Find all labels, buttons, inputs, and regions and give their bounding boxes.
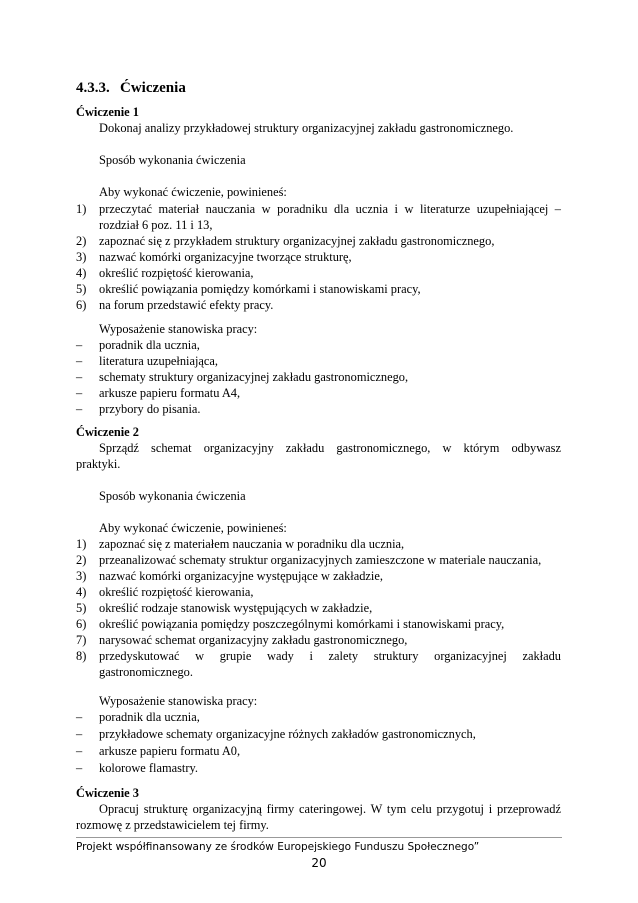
list-marker: 1) bbox=[76, 537, 87, 551]
list-item-text: poradnik dla ucznia, bbox=[99, 710, 200, 724]
list-item-text: gastronomicznego. bbox=[99, 665, 193, 679]
list-item-text: określić rozpiętość kierowania, bbox=[99, 266, 254, 280]
list-item-text: poradnik dla ucznia, bbox=[99, 338, 200, 352]
footer-text: Projekt współfinansowany ze środków Europejskiego Funduszu Społecznego” bbox=[76, 841, 480, 853]
dash-marker: – bbox=[76, 338, 83, 352]
list-marker: 3) bbox=[76, 569, 87, 583]
exercise-1-intro: Aby wykonać ćwiczenie, powinieneś: bbox=[99, 185, 287, 199]
dash-marker: – bbox=[76, 354, 83, 368]
exercise-1-heading: Ćwiczenie 1 bbox=[76, 105, 139, 119]
list-item-text: zapoznać się z przykładem struktury organizacyjnej zakładu gastronomicznego, bbox=[99, 234, 495, 248]
list-item-text: narysować schemat organizacyjny zakładu gastronomicznego, bbox=[99, 633, 408, 647]
list-item-text: przedyskutować w grupie wady i zalety struktury organizacyjnej zakładu bbox=[99, 649, 561, 663]
exercise-3-heading: Ćwiczenie 3 bbox=[76, 786, 139, 800]
exercise-2-intro: Aby wykonać ćwiczenie, powinieneś: bbox=[99, 521, 287, 535]
list-item-text: schematy struktury organizacyjnej zakładu gastronomicznego, bbox=[99, 370, 409, 384]
list-item-text: nazwać komórki organizacyjne występujące w zakładzie, bbox=[99, 569, 383, 583]
list-item-text: arkusze papieru formatu A0, bbox=[99, 744, 241, 758]
list-item-text: zapoznać się z materiałem nauczania w poradniku dla ucznia, bbox=[99, 537, 405, 551]
exercise-1-task: Dokonaj analizy przykładowej struktury organizacyjnej zakładu gastronomicznego. bbox=[99, 121, 514, 135]
list-marker: 3) bbox=[76, 250, 87, 264]
list-marker: 4) bbox=[76, 266, 87, 280]
list-item-text: określić rodzaje stanowisk występujących w zakładzie, bbox=[99, 601, 373, 615]
list-item-text: arkusze papieru formatu A4, bbox=[99, 386, 241, 400]
exercise-1-equipment-heading: Wyposażenie stanowiska pracy: bbox=[99, 322, 258, 336]
exercise-2-method-heading: Sposób wykonania ćwiczenia bbox=[99, 489, 246, 503]
exercise-1-method-heading: Sposób wykonania ćwiczenia bbox=[99, 153, 246, 167]
exercise-3-task-cont: rozmowę z przedstawicielem tej firmy. bbox=[76, 818, 269, 832]
dash-marker: – bbox=[76, 710, 83, 724]
list-marker: 6) bbox=[76, 617, 87, 631]
exercise-2-task-cont: praktyki. bbox=[76, 457, 121, 471]
list-item-text: określić powiązania pomiędzy poszczególnymi komórkami i stanowiskami pracy, bbox=[99, 617, 505, 631]
section-title bbox=[76, 80, 186, 97]
list-marker: 1) bbox=[76, 202, 87, 216]
list-item-text: na forum przedstawić efekty pracy. bbox=[99, 298, 274, 312]
exercise-2-heading: Ćwiczenie 2 bbox=[76, 425, 139, 439]
dash-marker: – bbox=[76, 402, 83, 416]
list-item-text: przykładowe schematy organizacyjne różnych zakładów gastronomicznych, bbox=[99, 727, 476, 741]
section-heading: Ćwiczenia bbox=[120, 80, 186, 96]
footer-divider bbox=[76, 837, 562, 838]
list-item-text: kolorowe flamastry. bbox=[99, 761, 198, 775]
list-marker: 4) bbox=[76, 585, 87, 599]
list-item-text: przybory do pisania. bbox=[99, 402, 201, 416]
list-marker: 8) bbox=[76, 649, 87, 663]
list-item-text: przeanalizować schematy struktur organizacyjnych zamieszczone w materiale nauczania, bbox=[99, 553, 542, 567]
exercise-2-equipment-heading: Wyposażenie stanowiska pracy: bbox=[99, 694, 258, 708]
list-marker: 5) bbox=[76, 282, 87, 296]
list-marker: 5) bbox=[76, 601, 87, 615]
page-number: 20 bbox=[311, 856, 327, 870]
dash-marker: – bbox=[76, 727, 83, 741]
dash-marker: – bbox=[76, 761, 83, 775]
list-item-text: przeczytać materiał nauczania w poradniku dla ucznia i w literaturze uzupełniającej – bbox=[99, 202, 561, 216]
task-line: Opracuj strukturę organizacyjną firmy cateringowej. W tym celu przygotuj i przeprowadź bbox=[99, 802, 561, 816]
list-marker: 7) bbox=[76, 633, 87, 647]
dash-marker: – bbox=[76, 386, 83, 400]
list-item-text: określić powiązania pomiędzy komórkami i stanowiskami pracy, bbox=[99, 282, 421, 296]
list-item-text: literatura uzupełniająca, bbox=[99, 354, 219, 368]
list-item-text: określić rozpiętość kierowania, bbox=[99, 585, 254, 599]
dash-marker: – bbox=[76, 744, 83, 758]
section-number: 4.3.3. bbox=[76, 80, 110, 96]
list-item-text: nazwać komórki organizacyjne tworzące strukturę, bbox=[99, 250, 352, 264]
list-marker: 2) bbox=[76, 553, 87, 567]
list-item-text: rozdział 6 poz. 11 i 13, bbox=[99, 218, 213, 232]
task-line: Sprządź schemat organizacyjny zakładu gastronomicznego, w którym odbywasz bbox=[99, 441, 561, 455]
dash-marker: – bbox=[76, 370, 83, 384]
list-marker: 2) bbox=[76, 234, 87, 248]
list-marker: 6) bbox=[76, 298, 87, 312]
